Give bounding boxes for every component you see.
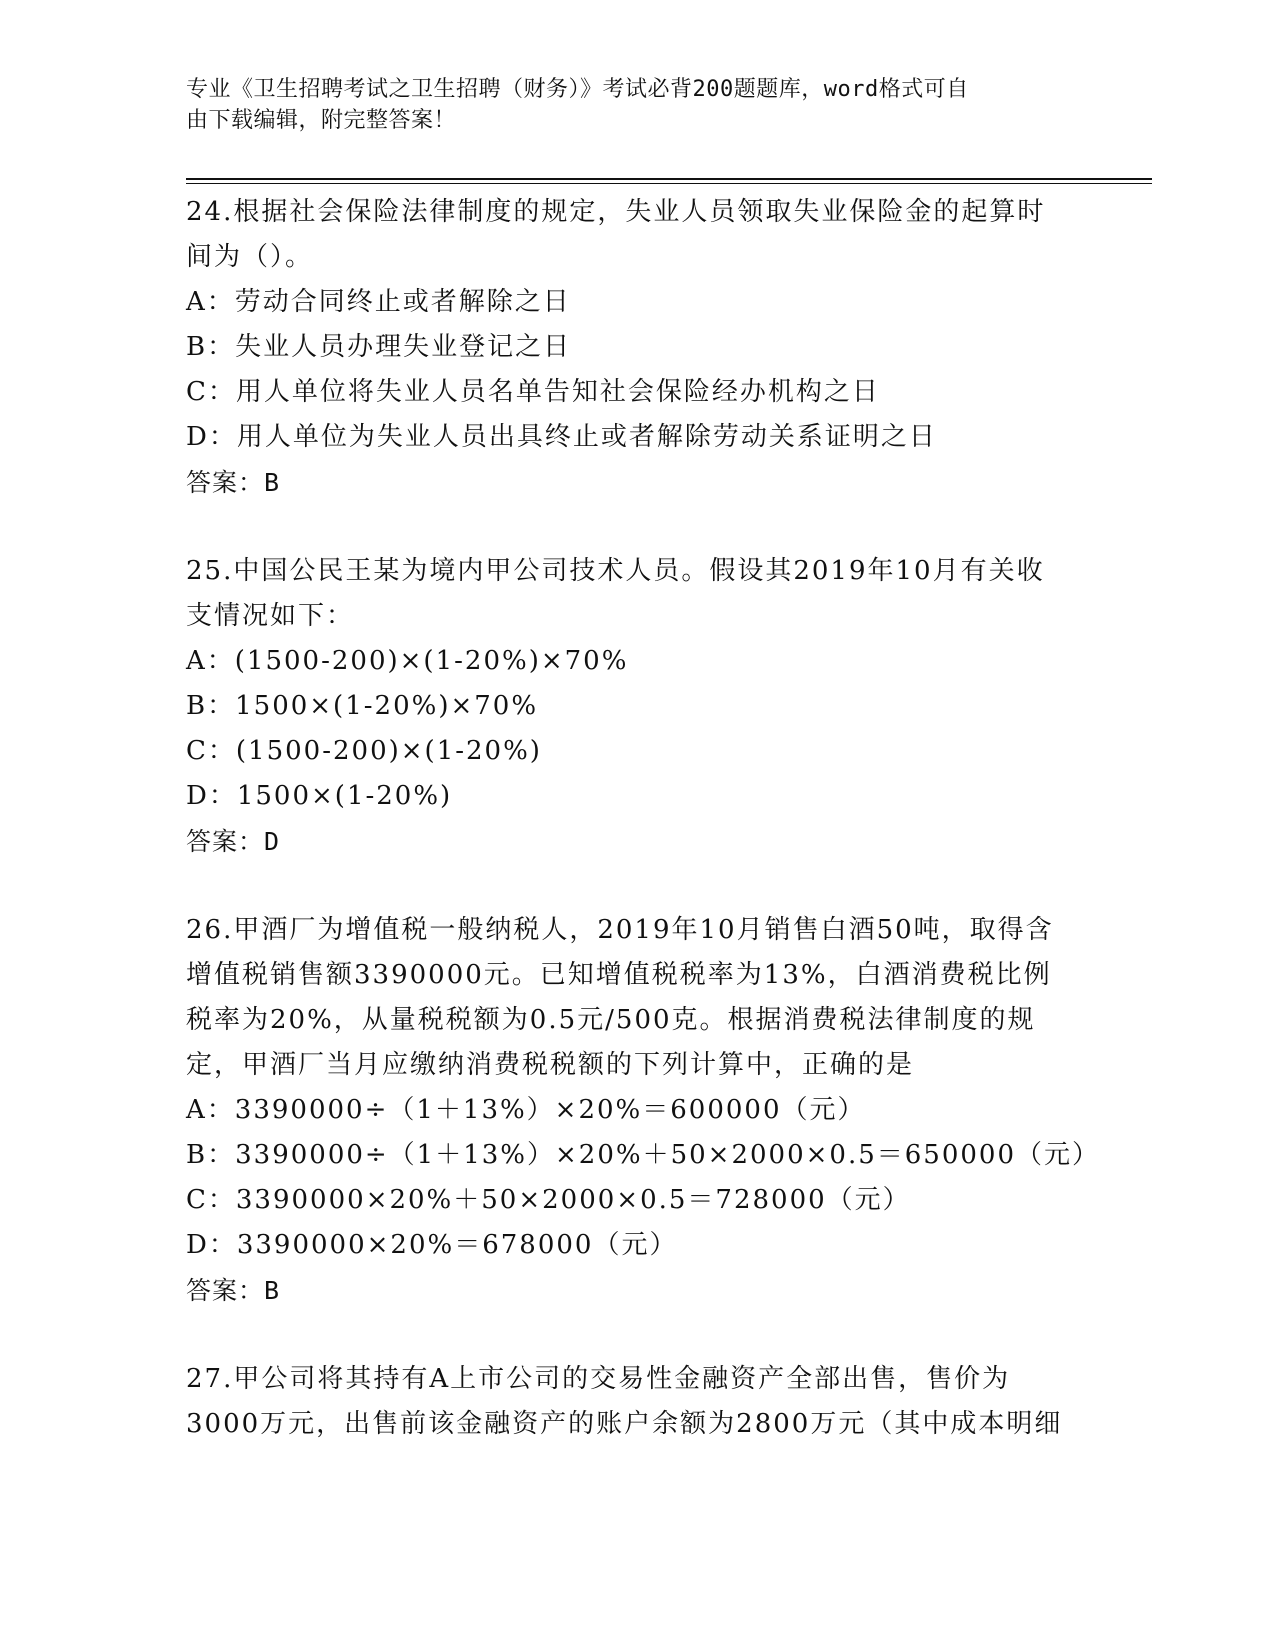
option-d: D：3390000×20%＝678000（元）	[186, 1230, 678, 1260]
option-b: B：1500×(1-20%)×70%	[186, 691, 539, 721]
header-divider-thick	[186, 178, 1152, 180]
answer	[186, 460, 1086, 505]
answer-label: 答案：	[186, 468, 265, 497]
question-stem-line: 定，甲酒厂当月应缴纳消费税税额的下列计算中，正确的是	[186, 1050, 915, 1080]
header-line-2: 由下载编辑，附完整答案！	[186, 108, 457, 133]
option-d: D：用人单位为失业人员出具终止或者解除劳动关系证明之日	[186, 422, 937, 452]
option-c: C：3390000×20%＋50×2000×0.5＝728000（元）	[186, 1185, 911, 1215]
question-stem-line: 25.中国公民王某为境内甲公司技术人员。假设其2019年10月有关收	[186, 556, 1045, 586]
option-b: B：失业人员办理失业登记之日	[186, 332, 572, 362]
option-a: A：(1500-200)×(1-20%)×70%	[186, 646, 629, 676]
answer-label: 答案：	[186, 1276, 265, 1305]
answer	[186, 819, 1086, 864]
question-26	[186, 908, 1101, 1313]
answer	[186, 1268, 1086, 1313]
question-stem-line: 27.甲公司将其持有A上市公司的交易性金融资产全部出售，售价为	[186, 1364, 1011, 1394]
question-24	[186, 190, 1086, 505]
option-b: B：3390000÷（1＋13%）×20%＋50×2000×0.5＝650000（元）	[186, 1140, 1101, 1170]
header-line-1: 专业《卫生招聘考试之卫生招聘（财务）》考试必背200题题库，word格式可自	[186, 77, 969, 102]
document-header	[186, 74, 1066, 136]
option-d: D：1500×(1-20%)	[186, 781, 453, 811]
question-stem-line: 26.甲酒厂为增值税一般纳税人，2019年10月销售白酒50吨，取得含	[186, 915, 1054, 945]
question-list	[186, 190, 1101, 1447]
header-divider-thin	[186, 183, 1152, 184]
question-27	[186, 1357, 1086, 1447]
question-stem-line: 24.根据社会保险法律制度的规定，失业人员领取失业保险金的起算时	[186, 197, 1046, 227]
question-stem-line: 增值税销售额3390000元。已知增值税税率为13%，白酒消费税比例	[186, 960, 1052, 990]
option-a: A：3390000÷（1＋13%）×20%＝600000（元）	[186, 1095, 866, 1125]
answer-value: B	[264, 468, 281, 497]
question-stem-line: 支情况如下：	[186, 601, 355, 631]
answer-value: B	[264, 1276, 281, 1305]
option-a: A：劳动合同终止或者解除之日	[186, 287, 571, 317]
question-stem-line: 3000万元，出售前该金融资产的账户余额为2800万元（其中成本明细	[186, 1409, 1063, 1439]
answer-value: D	[264, 827, 281, 856]
question-stem-line: 税率为20%，从量税税额为0.5元/500克。根据消费税法律制度的规	[186, 1005, 1036, 1035]
question-25	[186, 549, 1086, 864]
answer-label: 答案：	[186, 827, 265, 856]
option-c: C：用人单位将失业人员名单告知社会保险经办机构之日	[186, 377, 880, 407]
option-c: C：(1500-200)×(1-20%)	[186, 736, 542, 766]
question-stem-line: 间为（）。	[186, 242, 314, 272]
